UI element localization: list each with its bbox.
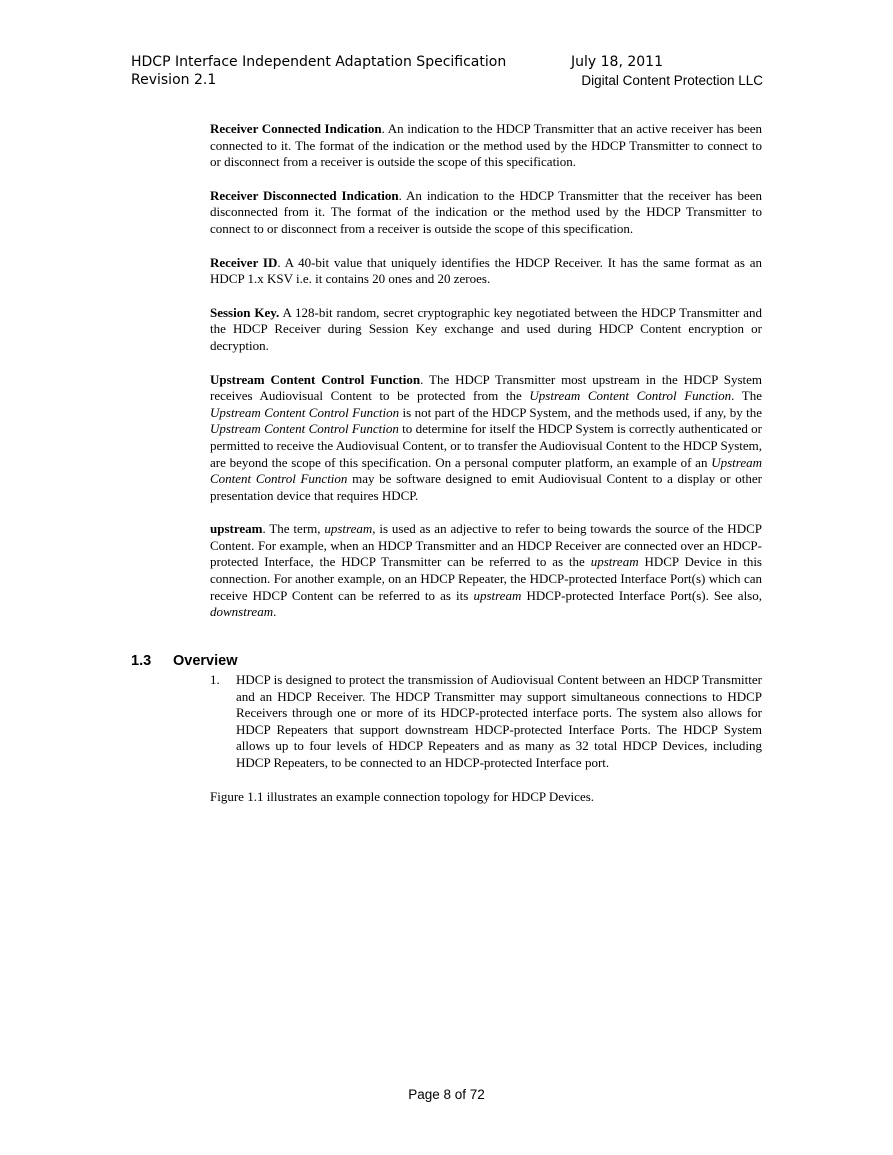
definition-emphasis: Upstream Content Control Function	[210, 404, 400, 420]
definition-text: . An indication to the HDCP Transmitter that an active receiver has been connected to it. The format of the indication or the method used by the HDCP Transmitter to connect to or disconnect from a receiver is outside the scope of this specification.	[210, 121, 762, 170]
definition-receiver-id	[210, 255, 762, 288]
section-title: Overview	[173, 653, 238, 669]
organization-name: Digital Content Protection LLC	[581, 73, 763, 88]
definition-emphasis: upstream	[590, 554, 639, 570]
definition-text: .	[273, 604, 277, 620]
header-row-bottom	[131, 71, 763, 89]
overview-body	[210, 672, 762, 805]
header-row-top	[131, 53, 763, 71]
definition-text: A 128-bit random, secret cryptographic key negotiated between the HDCP Transmitter and the HDCP Receiver during Session Key exchange and used during HDCP Content encryption or decryption.	[210, 304, 763, 353]
figure-reference-text: Figure 1.1 illustrates an example connection topology for HDCP Devices.	[210, 788, 595, 804]
definition-text: HDCP-protected Interface Port(s). See also,	[521, 587, 762, 603]
definition-term: Session Key.	[210, 304, 280, 320]
definition-text: to determine for itself the HDCP System is correctly authenticated or permitted to receive the Audiovisual Content, or to transfer the Audiovisual Content to the HDCP System, are beyond the scope of this specification. On a personal computer platform, an example of an	[210, 421, 762, 470]
definitions-list	[210, 121, 762, 638]
definition-text: , is used as an adjective to refer to being towards the source of the HDCP Content. For example, when an HDCP Transmitter and an HDCP Receiver are connected over an HDCP-protected Interface, the HDCP Transmitter can be referred to as the	[210, 521, 762, 570]
definition-text: . A 40-bit value that uniquely identifies the HDCP Receiver. It has the same format as an HDCP 1.x KSV i.e. it contains 20 ones and 20 zeroes.	[210, 254, 763, 287]
definition-text: . An indication to the HDCP Transmitter that the receiver has been disconnected from it. The format of the indication or the method used by the HDCP Transmitter to connect to or disconnect from a receiver is outside the scope of this specification.	[210, 187, 762, 236]
definition-term: upstream	[210, 521, 263, 537]
definition-term: Receiver Disconnected Indication	[210, 187, 399, 203]
definition-upstream-content-control-function	[210, 372, 762, 505]
definition-emphasis: Upstream Content Control Function	[210, 421, 399, 437]
definition-term: Receiver Connected Indication	[210, 121, 382, 136]
section-number: 1.3	[131, 653, 152, 669]
document-title: HDCP Interface Independent Adaptation Specification	[131, 54, 507, 70]
definition-session-key	[210, 305, 762, 355]
definition-text: . The term,	[262, 521, 325, 537]
definition-emphasis: Upstream Content Control Function	[529, 388, 732, 404]
definition-text: is not part of the HDCP System, and the methods used, if any, by the	[399, 404, 762, 420]
definition-emphasis: downstream	[210, 604, 274, 620]
document-revision: Revision 2.1	[131, 72, 217, 88]
list-item-marker: 1.	[210, 672, 220, 687]
definition-receiver-connected	[210, 121, 762, 171]
definition-receiver-disconnected	[210, 188, 762, 238]
definition-text: . The HDCP Transmitter most upstream in the HDCP System receives Audiovisual Content to be protected from the	[210, 371, 763, 404]
definition-text: may be software designed to emit Audiovisual Content to a display or other presentation device that requires HDCP.	[210, 471, 762, 503]
definition-term: Upstream Content Control Function	[210, 371, 421, 387]
definition-text: HDCP Device in this connection. For another example, on an HDCP Repeater, the HDCP-protected Interface Port(s) which can receive HDCP Content can be referred to as its	[210, 554, 762, 603]
section-heading	[131, 653, 238, 669]
definition-emphasis: upstream	[473, 587, 522, 603]
definition-emphasis: Upstream Content Control Function	[210, 454, 762, 487]
page-header	[131, 53, 763, 89]
list-item-text: HDCP is designed to protect the transmission of Audiovisual Content between an HDCP Transmitter and an HDCP Receiver. The HDCP Transmitter may support simultaneous connections to HDCP Receivers through one or more of its HDCP-protected interface ports. The system also allows for HDCP Repeaters that support downstream HDCP-protected Interface Ports. The HDCP System allows up to four levels of HDCP Repeaters and as many as 32 total HDCP Devices, including HDCP Repeaters, to be connected to an HDCP-protected Interface port.	[236, 672, 762, 770]
page-number: Page 8 of 72	[408, 1087, 485, 1102]
definition-term: Receiver ID	[210, 254, 278, 270]
document-date: July 18, 2011	[571, 54, 663, 70]
definition-upstream	[210, 521, 762, 621]
definition-emphasis: upstream	[324, 521, 373, 537]
list-item	[210, 672, 762, 772]
definition-text: . The	[731, 388, 762, 404]
